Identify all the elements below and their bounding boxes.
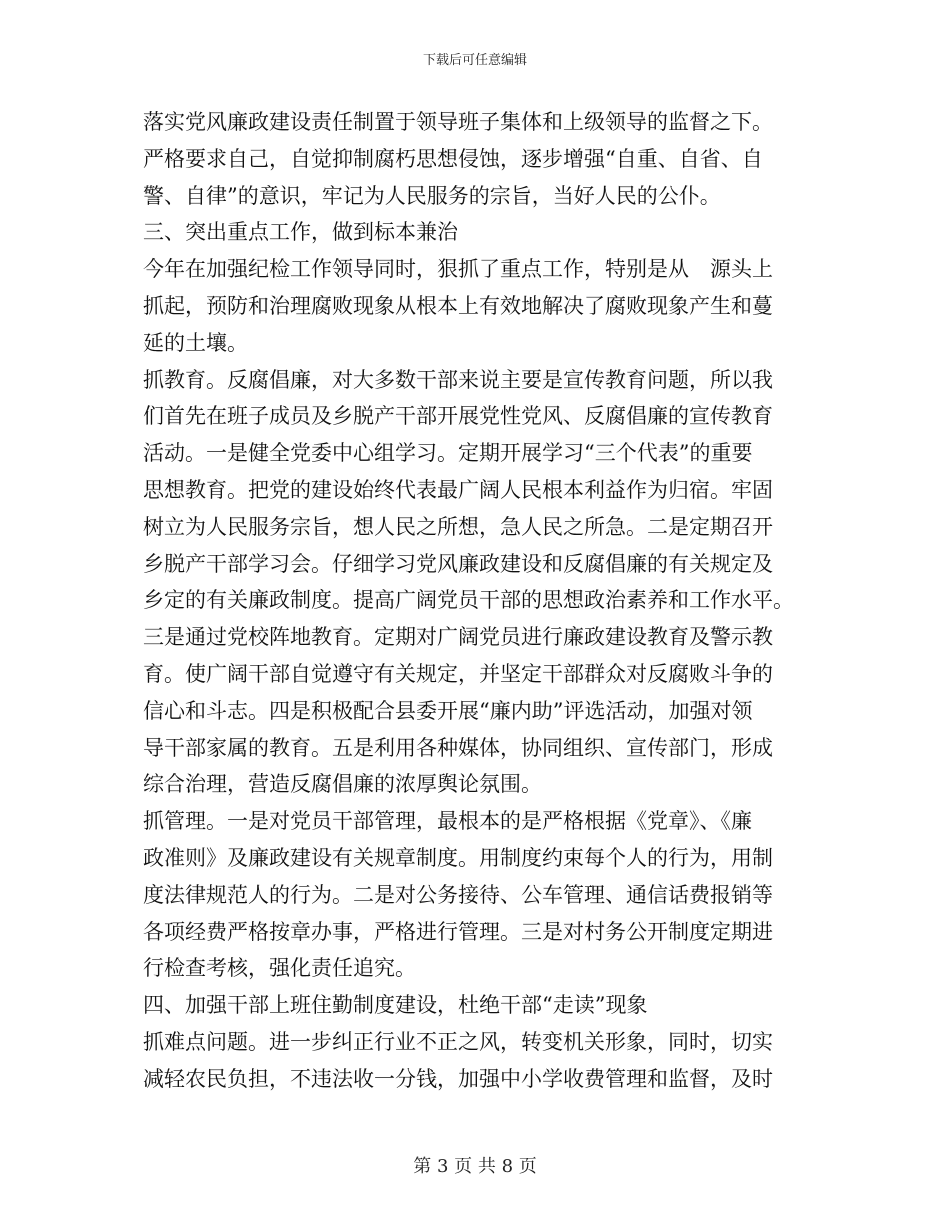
- body-line: 导干部家属的教育。五是利用各种媒体，协同组织、宣传部门，形成: [143, 735, 773, 760]
- body-line: 乡定的有关廉政制度。提高广阔党员干部的思想政治素养和工作水平。: [143, 588, 794, 613]
- body-line: 们首先在班子成员及乡脱产干部开展党性党风、反腐倡廉的宣传教育: [143, 404, 773, 429]
- body-line: 政准则》及廉政建设有关规章制度。用制度约束每个人的行为，用制: [143, 845, 773, 870]
- body-line: 抓管理。一是对党员干部管理，最根本的是严格根据《党章》、《廉: [143, 809, 752, 834]
- body-line: 警、自律”的意识，牢记为人民服务的宗旨，当好人民的公仆。: [143, 183, 721, 208]
- body-line: 抓教育。反腐倡廉，对大多数干部来说主要是宣传教育问题，所以我: [143, 367, 773, 392]
- body-line: 乡脱产干部学习会。仔细学习党风廉政建设和反腐倡廉的有关规定及: [143, 551, 773, 576]
- body-line: 延的土壤。: [143, 330, 248, 355]
- body-line: 行检查考核，强化责任追究。: [143, 956, 416, 981]
- body-line: 育。使广阔干部自觉遵守有关规定，并坚定干部群众对反腐败斗争的: [143, 661, 773, 686]
- body-line: 落实党风廉政建设责任制置于领导班子集体和上级领导的监督之下。: [143, 110, 773, 134]
- body-line: 各项经费严格按章办事，严格进行管理。三是对村务公开制度定期进: [143, 919, 773, 944]
- body-line: 思想教育。把党的建设始终代表最广阔人民根本利益作为归宿。牢固: [143, 477, 773, 502]
- body-line: 今年在加强纪检工作领导同时，狠抓了重点工作，特别是从 源头上: [143, 257, 773, 282]
- body-line: 严格要求自己，自觉抑制腐朽思想侵蚀，逐步增强“自重、自省、自: [143, 146, 763, 171]
- section-heading: 三、突出重点工作，做到标本兼治: [143, 220, 458, 245]
- document-body: [143, 104, 809, 1098]
- section-heading: 四、加强干部上班住勤制度建设，杜绝干部“走读”现象: [143, 993, 648, 1018]
- body-line: 减轻农民负担，不违法收一分钱，加强中小学收费管理和监督，及时: [143, 1066, 773, 1091]
- body-line: 活动。一是健全党委中心组学习。定期开展学习“三个代表”的重要: [143, 441, 753, 466]
- body-line: 度法律规范人的行为。二是对公务接待、公车管理、通信话费报销等: [143, 882, 773, 907]
- page-footer: 第 3 页 共 8 页: [413, 1156, 537, 1177]
- body-line: 树立为人民服务宗旨，想人民之所想，急人民之所急。二是定期召开: [143, 514, 773, 539]
- body-line: 抓起，预防和治理腐败现象从根本上有效地解决了腐败现象产生和蔓: [143, 293, 773, 318]
- body-line: 三是通过党校阵地教育。定期对广阔党员进行廉政建设教育及警示教: [143, 625, 773, 650]
- body-line: 综合治理，营造反腐倡廉的浓厚舆论氛围。: [143, 772, 542, 797]
- body-line: 信心和斗志。四是积极配合县委开展“廉内助”评选活动，加强对领: [143, 698, 753, 723]
- page-header: 下载后可任意编辑: [422, 53, 527, 68]
- body-line: 抓难点问题。进一步纠正行业不正之风，转变机关形象，同时，切实: [143, 1029, 773, 1054]
